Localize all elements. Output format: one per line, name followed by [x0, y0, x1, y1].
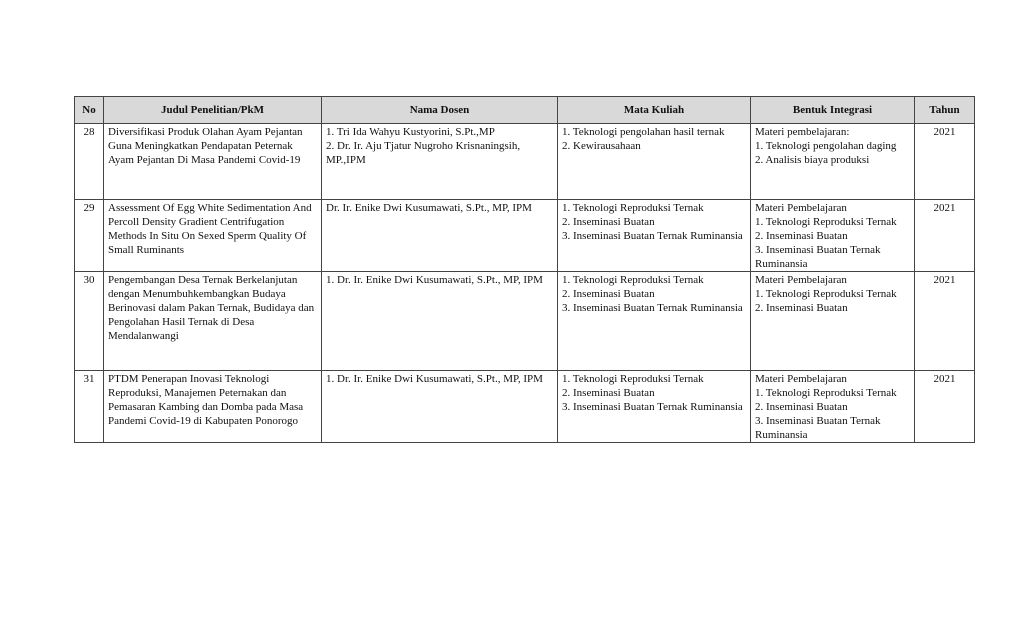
cell-judul: Assessment Of Egg White Sedimentation And Percoll Density Gradient Centrifugation Methods In Situ On Sexed Sperm Quality Of Small Ruminants — [104, 200, 322, 272]
table-header — [75, 97, 975, 124]
cell-judul: Diversifikasi Produk Olahan Ayam Pejantan Guna Meningkatkan Pendapatan Peternak Ayam Pejantan Di Masa Pandemi Covid-19 — [104, 124, 322, 200]
cell-no: 30 — [75, 272, 104, 371]
dosen-line: 1. Dr. Ir. Enike Dwi Kusumawati, S.Pt., MP, IPM — [326, 274, 543, 286]
cell-no: 31 — [75, 371, 104, 443]
integrasi-line: 1. Teknologi Reproduksi Ternak — [755, 387, 897, 399]
cell-mata-kuliah — [558, 200, 751, 272]
header-bentuk-integrasi: Bentuk Integrasi — [751, 97, 915, 124]
integrasi-line: 2. Analisis biaya produksi — [755, 154, 870, 166]
integrasi-line: 2. Inseminasi Buatan — [755, 230, 848, 242]
table-row — [75, 200, 975, 272]
matkul-line: 3. Inseminasi Buatan Ternak Ruminansia — [562, 302, 743, 314]
header-no: No — [75, 97, 104, 124]
integrasi-line: 3. Inseminasi Buatan Ternak Ruminansia — [755, 244, 881, 270]
cell-tahun: 2021 — [915, 124, 975, 200]
dosen-line: 2. Dr. Ir. Aju Tjatur Nugroho Krisnaningsih, MP.,IPM — [326, 140, 521, 166]
integrasi-line: Materi pembelajaran: — [755, 126, 850, 138]
cell-dosen — [322, 200, 558, 272]
header-mata-kuliah: Mata Kuliah — [558, 97, 751, 124]
cell-integrasi — [751, 272, 915, 371]
dosen-line: 1. Tri Ida Wahyu Kustyorini, S.Pt.,MP — [326, 126, 495, 138]
integrasi-line: Materi Pembelajaran — [755, 373, 847, 385]
cell-tahun: 2021 — [915, 272, 975, 371]
cell-dosen — [322, 124, 558, 200]
matkul-line: 2. Inseminasi Buatan — [562, 387, 655, 399]
table-row — [75, 124, 975, 200]
matkul-line: 2. Kewirausahaan — [562, 140, 641, 152]
dosen-line: 1. Dr. Ir. Enike Dwi Kusumawati, S.Pt., MP, IPM — [326, 373, 543, 385]
integrasi-line: 3. Inseminasi Buatan Ternak Ruminansia — [755, 415, 881, 441]
cell-mata-kuliah — [558, 371, 751, 443]
cell-tahun: 2021 — [915, 371, 975, 443]
header-row — [75, 97, 975, 124]
cell-no: 28 — [75, 124, 104, 200]
cell-integrasi — [751, 124, 915, 200]
research-integration-table — [74, 96, 975, 443]
header-nama-dosen: Nama Dosen — [322, 97, 558, 124]
matkul-line: 1. Teknologi Reproduksi Ternak — [562, 274, 704, 286]
matkul-line: 2. Inseminasi Buatan — [562, 288, 655, 300]
integrasi-line: Materi Pembelajaran — [755, 202, 847, 214]
table-body — [75, 124, 975, 443]
cell-dosen — [322, 371, 558, 443]
matkul-line: 1. Teknologi Reproduksi Ternak — [562, 202, 704, 214]
cell-mata-kuliah — [558, 124, 751, 200]
matkul-line: 1. Teknologi Reproduksi Ternak — [562, 373, 704, 385]
integrasi-line: 2. Inseminasi Buatan — [755, 401, 848, 413]
integrasi-line: 2. Inseminasi Buatan — [755, 302, 848, 314]
integrasi-line: Materi Pembelajaran — [755, 274, 847, 286]
integrasi-line: 1. Teknologi pengolahan daging — [755, 140, 897, 152]
cell-dosen — [322, 272, 558, 371]
matkul-line: 3. Inseminasi Buatan Ternak Ruminansia — [562, 401, 743, 413]
cell-judul: Pengembangan Desa Ternak Berkelanjutan dengan Menumbuhkembangkan Budaya Berinovasi dalam Pakan Ternak, Budidaya dan Pengolahan Hasil Ternak di Desa Mendalanwangi — [104, 272, 322, 371]
table-row — [75, 371, 975, 443]
header-tahun: Tahun — [915, 97, 975, 124]
cell-judul: PTDM Penerapan Inovasi Teknologi Reproduksi, Manajemen Peternakan dan Pemasaran Kambing dan Domba pada Masa Pandemi Covid-19 di Kabupaten Ponorogo — [104, 371, 322, 443]
integrasi-line: 1. Teknologi Reproduksi Ternak — [755, 216, 897, 228]
matkul-line: 3. Inseminasi Buatan Ternak Ruminansia — [562, 230, 743, 242]
cell-tahun: 2021 — [915, 200, 975, 272]
cell-no: 29 — [75, 200, 104, 272]
cell-integrasi — [751, 200, 915, 272]
header-judul: Judul Penelitian/PkM — [104, 97, 322, 124]
cell-mata-kuliah — [558, 272, 751, 371]
cell-integrasi — [751, 371, 915, 443]
integrasi-line: 1. Teknologi Reproduksi Ternak — [755, 288, 897, 300]
dosen-line: Dr. Ir. Enike Dwi Kusumawati, S.Pt., MP, IPM — [326, 202, 532, 214]
matkul-line: 1. Teknologi pengolahan hasil ternak — [562, 126, 725, 138]
matkul-line: 2. Inseminasi Buatan — [562, 216, 655, 228]
table-row — [75, 272, 975, 371]
